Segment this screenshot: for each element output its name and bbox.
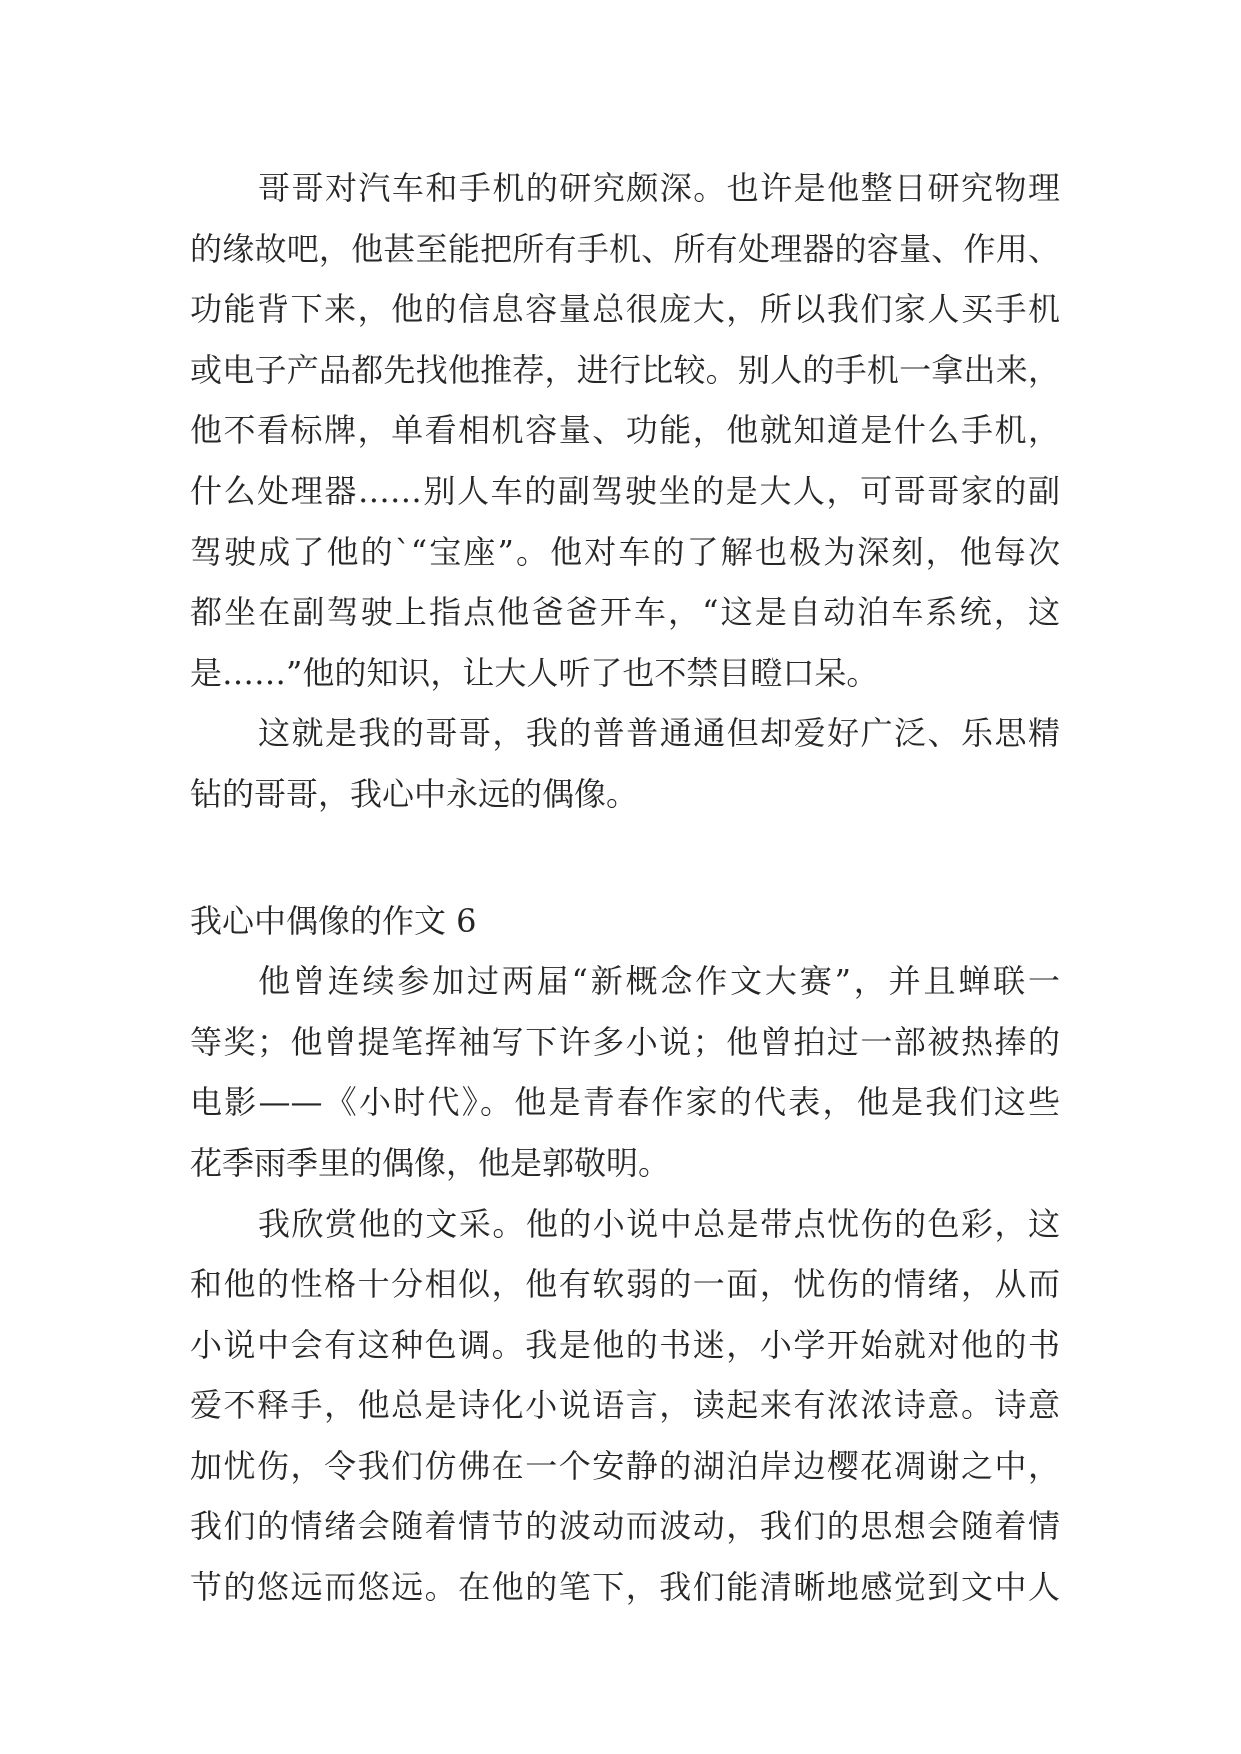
text-line: 爱不释手，他总是诗化小说语言，读起来有浓浓诗意。诗意 [190, 1386, 1060, 1425]
text-line: 等奖；他曾提笔挥袖写下许多小说；他曾拍过一部被热捧的 [190, 1022, 1060, 1061]
section-gap [190, 825, 1060, 891]
text-line: 驾驶成了他的`“宝座”。他对车的了解也极为深刻，他每次 [190, 532, 1060, 571]
text-line: 什么处理器……别人车的副驾驶坐的是大人，可哥哥家的副 [190, 471, 1060, 510]
paragraph [190, 951, 1060, 1193]
text-line: 我欣赏他的文采。他的小说中总是带点忧伤的色彩，这 [258, 1204, 1060, 1243]
text-line: 这就是我的哥哥，我的普普通通但却爱好广泛、乐思精 [258, 714, 1060, 753]
paragraph [190, 1194, 1060, 1618]
text-line: 他曾连续参加过两届“新概念作文大赛”，并且蝉联一 [258, 962, 1060, 1001]
text-line: 功能背下来，他的信息容量总很庞大，所以我们家人买手机 [190, 290, 1060, 329]
text-line: 哥哥对汽车和手机的研究颇深。也许是他整日研究物理 [258, 169, 1060, 207]
text-line: 我们的情绪会随着情节的波动而波动，我们的思想会随着情 [190, 1507, 1060, 1546]
text-line: 和他的性格十分相似，他有软弱的一面，忧伤的情绪，从而 [190, 1265, 1060, 1304]
text-line: 或电子产品都先找他推荐，进行比较。别人的手机一拿出来， [190, 350, 1060, 389]
paragraph [190, 158, 1060, 703]
paragraph [190, 703, 1060, 824]
text-line: 都坐在副驾驶上指点他爸爸开车，“这是自动泊车系统，这 [190, 593, 1060, 632]
document-body [190, 158, 1060, 1618]
text-line: 钻的哥哥，我心中永远的偶像。 [190, 774, 639, 813]
text-line: 小说中会有这种色调。我是他的书迷，小学开始就对他的书 [190, 1325, 1060, 1364]
text-line: 花季雨季里的偶像，他是郭敬明。 [190, 1143, 671, 1182]
text-line: 电影——《小时代》。他是青春作家的代表，他是我们这些 [190, 1083, 1060, 1122]
text-line: 节的悠远而悠远。在他的笔下，我们能清晰地感觉到文中人 [190, 1568, 1060, 1607]
text-line: 的缘故吧，他甚至能把所有手机、所有处理器的容量、作用、 [190, 229, 1060, 268]
text-line: 他不看标牌，单看相机容量、功能，他就知道是什么手机， [190, 411, 1060, 450]
text-line: 加忧伤，令我们仿佛在一个安静的湖泊岸边樱花凋谢之中， [190, 1446, 1060, 1485]
section-title: 我心中偶像的作文 6 [190, 901, 477, 940]
text-line: 是……”他的知识，让大人听了也不禁目瞪口呆。 [190, 653, 879, 692]
